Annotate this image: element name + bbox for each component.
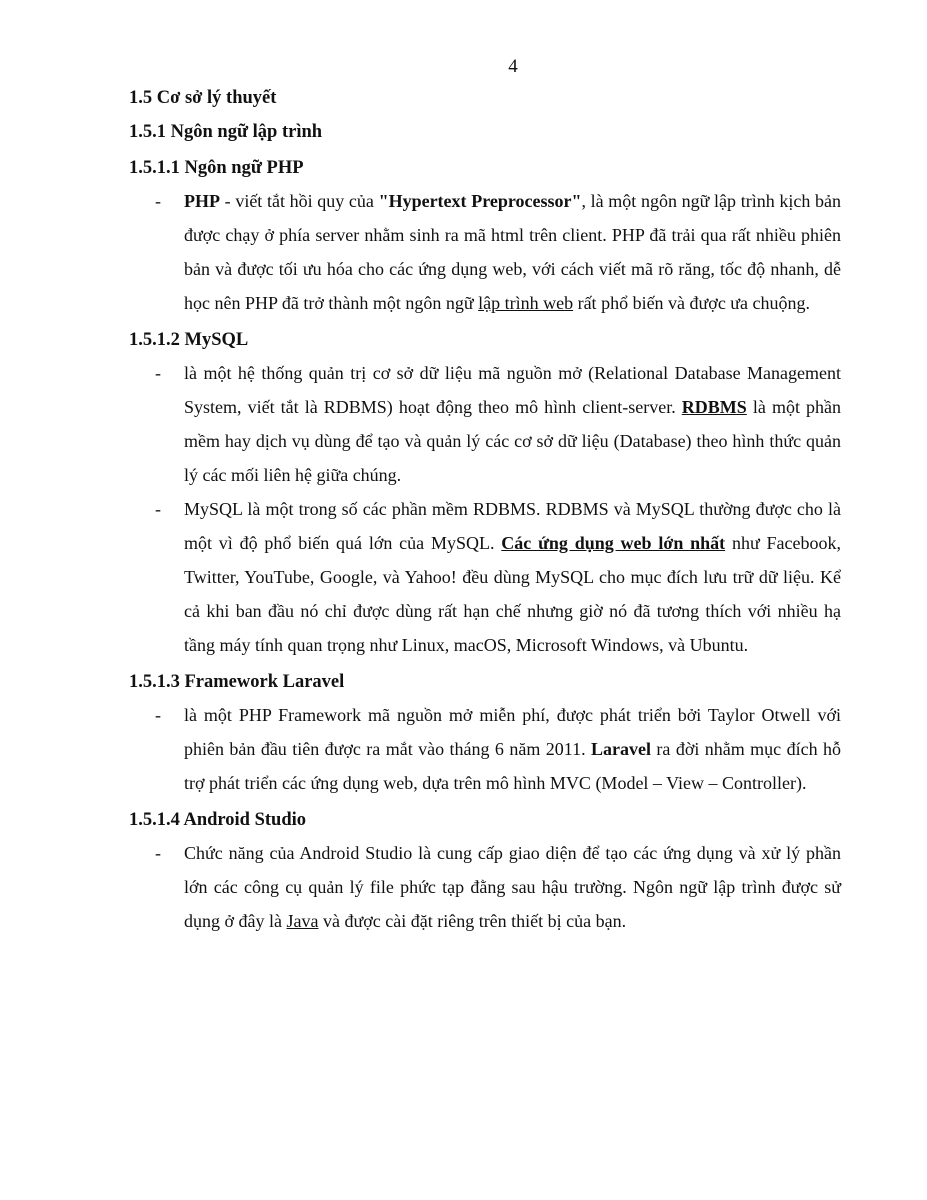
mysql-b2-text-1: MySQL là một trong số các phần mềm RDBMS. RDBMS và MySQL thường được cho là một vì độ phổ biến quá lớn của MySQL. — [184, 499, 841, 553]
php-quote: "Hypertext Preprocessor" — [378, 191, 582, 211]
laravel-term: Laravel — [591, 739, 652, 759]
mysql-link-rdbms[interactable]: RDBMS — [681, 397, 747, 417]
heading-android-studio: 1.5.1.4 Android Studio — [129, 810, 307, 830]
laravel-text-1: là một PHP Framework mã nguồn mở miễn phí, được phát triển bởi Taylor Otwell với phiên bản đầu tiên được ra mắt vào tháng 6 năm 2011. — [184, 705, 841, 759]
page-number: 4 — [508, 56, 518, 77]
mysql-paragraph-2 — [129, 492, 841, 662]
bullet-dash: - — [155, 363, 161, 383]
android-text-2: và được cài đặt riêng trên thiết bị của bạn. — [318, 911, 627, 931]
mysql-b1-text-2: là một phần mềm hay dịch vụ dùng để tạo và quản lý các cơ sở dữ liệu (Database) theo hình thức quản lý các mối liên hệ giữa chúng. — [184, 397, 842, 485]
bullet-dash: - — [155, 705, 161, 725]
mysql-b1-text-1: là một hệ thống quản trị cơ sở dữ liệu mã nguồn mở (Relational Database Management System, viết tắt là RDBMS) hoạt động theo mô hình client-server. — [184, 363, 841, 417]
php-paragraph — [129, 184, 841, 320]
heading-1-5-1: 1.5.1 Ngôn ngữ lập trình — [129, 122, 323, 142]
mysql-b2-text-2: như Facebook, Twitter, YouTube, Google, và Yahoo! đều dùng MySQL cho mục đích lưu trữ dữ liệu. Kể cả khi ban đầu nó chỉ được dùng rất hạn chế nhưng giờ nó đã tương thích với nhiều hạ tầng máy tính quan trọng như Linux, macOS, Microsoft Windows, và Ubuntu. — [184, 533, 842, 655]
laravel-paragraph — [129, 698, 841, 800]
android-text-1: Chức năng của Android Studio là cung cấp giao diện để tạo các ứng dụng và xử lý phần lớn các công cụ quản lý file phức tạp đằng sau hậu trường. Ngôn ngữ lập trình được sử dụng ở đây là — [184, 843, 841, 931]
mysql-link-largest-web-apps[interactable]: Các ứng dụng web lớn nhất — [501, 533, 726, 553]
php-term: PHP — [184, 191, 220, 211]
heading-laravel: 1.5.1.3 Framework Laravel — [129, 672, 345, 692]
heading-mysql: 1.5.1.2 MySQL — [129, 330, 249, 350]
php-text-3: rất phổ biến và được ưa chuộng. — [573, 293, 811, 313]
android-link-java[interactable]: Java — [286, 911, 319, 931]
bullet-dash: - — [155, 191, 161, 211]
mysql-paragraph-1 — [129, 356, 841, 492]
php-text-2: , là một ngôn ngữ lập trình kịch bản được chạy ở phía server nhằm sinh ra mã html trên client. PHP đã trải qua rất nhiều phiên bản và được tối ưu hóa cho các ứng dụng web, với cách viết mã rõ răng, tốc độ nhanh, dễ học nên PHP đã trở thành một ngôn ngữ — [184, 191, 841, 313]
php-text-1: - viết tắt hồi quy của — [220, 191, 379, 211]
bullet-dash: - — [155, 843, 161, 863]
heading-1-5: 1.5 Cơ sở lý thuyết — [129, 88, 277, 108]
document-body — [129, 86, 841, 938]
android-paragraph — [129, 836, 841, 938]
heading-php: 1.5.1.1 Ngôn ngữ PHP — [129, 158, 304, 178]
laravel-text-2: ra đời nhằm mục đích hỗ trợ phát triển các ứng dụng web, dựa trên mô hình MVC (Model – View – Controller). — [184, 739, 841, 793]
bullet-dash: - — [155, 499, 161, 519]
php-link-web-programming[interactable]: lập trình web — [478, 293, 574, 313]
